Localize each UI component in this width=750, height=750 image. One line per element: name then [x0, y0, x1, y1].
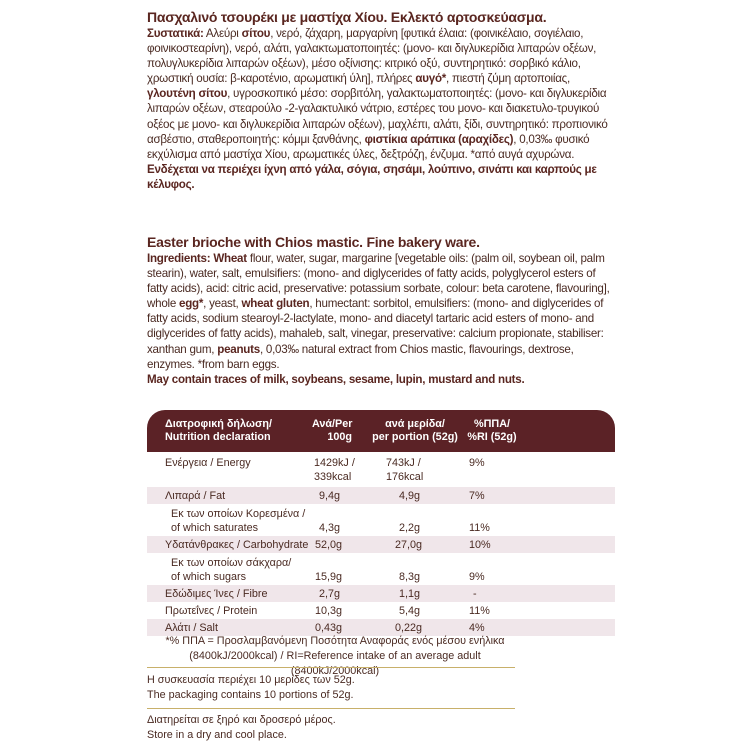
row-ri: 10% — [469, 539, 491, 551]
greek-ingredients-label: Συστατικά: — [147, 27, 204, 40]
header-portion-en: per portion (52g) — [372, 431, 458, 443]
greek-ingredients-text: , 0,03‰ φυσικό εκχύλισμα από μαστίχα Χίου, αρωματικές ύλες, δεξτρόζη, ένζυμα. *από αυγά αχυρώνα. — [147, 132, 590, 161]
divider-1 — [147, 667, 515, 668]
row-label-en: of which saturates — [171, 522, 259, 534]
portions-info — [147, 673, 607, 703]
greek-allergen-gluten: γλουτένη σίτου — [147, 87, 228, 101]
nutrition-header-ri — [467, 418, 517, 444]
nutrition-row-protein — [147, 602, 615, 619]
english-allergen-gluten: wheat gluten — [241, 297, 310, 311]
row-portion: 743kJ / — [386, 457, 421, 469]
nutrition-row-carbohydrate — [147, 536, 615, 553]
row-label: Λιπαρά / Fat — [165, 490, 226, 502]
nutrition-header — [147, 410, 615, 452]
row-portion: 5,4g — [399, 605, 421, 617]
row-ri: 11% — [469, 605, 490, 617]
greek-title: Πασχαλινό τσουρέκι με μαστίχα Χίου. Εκλεκτό αρτοσκεύασμα. — [147, 9, 547, 25]
nutrition-body — [147, 452, 615, 636]
row-ri: 7% — [469, 490, 485, 502]
storage-el: Διατηρείται σε ξηρό και δροσερό μέρος. — [147, 714, 336, 726]
row-ri: 4% — [469, 622, 485, 634]
english-allergen-warning: May contain traces of milk, soybeans, sesame, lupin, mustard and nuts. — [147, 372, 525, 386]
nutrition-table — [147, 410, 615, 636]
english-ingredients-text: , humectant: sorbitol, emulsifiers: (mono- and diglycerides of fatty acids, sodium stearoyl-2-lactylate, mono- and diacetyl tartaric acid esters of mono- and diglycerides of fatty acids), mahaleb, salt, vinegar, preservative: calcium propionate, stabiliser: xanthan gum, — [147, 297, 604, 356]
header-ri-en: %RI (52g) — [467, 431, 517, 443]
row-portion-kcal: 176kcal — [386, 471, 424, 483]
storage-en: Store in a dry and cool place. — [147, 729, 287, 741]
row-label: Υδατάνθρακες / Carbohydrate — [165, 539, 309, 551]
english-section — [147, 233, 615, 387]
greek-ingredients-text: , πιεστή ζύμη αρτοποιίας, — [446, 72, 570, 86]
storage-info — [147, 713, 607, 743]
header-per100-el: Ανά/Per — [312, 418, 353, 430]
footnote-line-1: *% ΠΠΑ = Προσλαμβανόμενη Ποσότητα Αναφοράς ενός μέσου ενήλικα — [165, 635, 505, 647]
nutrition-row-saturates — [147, 504, 615, 536]
header-ri-el: %ΠΠΑ/ — [474, 418, 510, 430]
english-ingredients-label: Ingredients: — [147, 252, 211, 265]
row-per100: 0,43g — [315, 622, 343, 634]
english-allergen-peanuts: peanuts — [217, 342, 260, 356]
english-allergen-egg: egg* — [179, 297, 204, 311]
nutrition-row-sugars — [147, 553, 615, 585]
nutrition-row-fibre — [147, 585, 615, 602]
row-label: Εδώδιμες Ίνες / Fibre — [165, 588, 268, 600]
row-ri: 11% — [469, 522, 490, 534]
nutrition-row-fat — [147, 487, 615, 504]
row-ri: 9% — [469, 457, 485, 469]
row-portion: 4,9g — [399, 490, 421, 502]
english-ingredients-text: flour, water, sugar, margarine [vegetable oils: (palm oil, soybean oil, palm stearin), water, salt, emulsifiers: (mono- and diglycerides of fatty acids, polyglycerol esters of fatty acids), acid: citric acid, preservative: potassium sorbate, colour: beta carotene, flavouring], whole — [147, 252, 610, 311]
row-portion: 0,22g — [395, 622, 423, 634]
greek-ingredients-text: , υγροσκοπικό μέσο: σορβιτόλη, γαλακτωματοποιητές: (μονο- και διγλυκερίδια λιπαρών οξέων, στεαρούλο -2-γαλακτυλικό νάτριο, εστέρες του μονο- και διακετυλο-τρυγικού οξέος με μονο- και διγλυκερίδια λιπαρών οξέων), μαχλέπι, αλάτι, ξίδι, συντηρητικό: προπιονικό ασβέστιο, σταθεροποιητής: κόμμι ξανθάνης, — [147, 87, 608, 146]
greek-ingredients-text: , νερό, ζάχαρη, μαργαρίνη [φυτικά έλαια: (φοινικέλαιο, σογιέλαιο, φοινικοστεαρίνη), νερό, αλάτι, γαλακτωματοποιητές: (μονο- και διγλυκερίδια λιπαρών οξέων, πολυγλυκερίδια λιπαρών οξέων), μέσο οξίνισης: κιτρικό οξύ, συντηρητικό: σορβικό κάλιο, χρωστική ουσία: β-καροτένιο, αρωματική ύλη], πλήρες — [147, 27, 597, 86]
row-per100: 2,7g — [319, 588, 341, 600]
header-label-el: Διατροφική δήλωση/ — [165, 418, 272, 430]
english-allergen-wheat: Wheat — [210, 252, 247, 265]
greek-ingredients-text: Αλεύρι — [203, 27, 242, 40]
row-ri: 9% — [469, 571, 485, 583]
english-ingredients-text: , 0,03‰ natural extract from Chios mastic, flavourings, dextrose, enzymes. *from barn eggs. — [147, 342, 574, 371]
english-title: Easter brioche with Chios mastic. Fine bakery ware. — [147, 234, 480, 250]
greek-section — [147, 8, 615, 192]
row-per100: 15,9g — [315, 571, 343, 583]
row-per100: 1429kJ / — [314, 457, 355, 469]
row-label: Αλάτι / Salt — [165, 622, 218, 634]
row-label: Πρωτεΐνες / Protein — [165, 605, 258, 617]
greek-allergen-wheat: σίτου — [241, 27, 271, 40]
row-label-en: of which sugars — [171, 571, 247, 583]
row-ri: - — [473, 588, 477, 600]
greek-allergen-warning: Ενδέχεται να περιέχει ίχνη από γάλα, σόγια, σησάμι, λούπινο, σινάπι και καρπούς με κέλυφος. — [147, 162, 597, 191]
row-label: Ενέργεια / Energy — [165, 457, 251, 469]
row-portion: 8,3g — [399, 571, 421, 583]
english-ingredients-text: , yeast, — [203, 297, 242, 311]
footnote-line-2: (8400kJ/2000kcal) / RI=Reference intake of an average adult (8400kJ/2000kcal) — [189, 650, 481, 677]
row-per100: 10,3g — [315, 605, 343, 617]
row-per100: 4,3g — [319, 522, 341, 534]
row-per100: 52,0g — [315, 539, 343, 551]
row-portion: 27,0g — [395, 539, 423, 551]
divider-2 — [147, 708, 515, 709]
row-portion: 2,2g — [399, 522, 421, 534]
portions-el: Η συσκευασία περιέχει 10 μερίδες των 52g. — [147, 674, 355, 686]
nutrition-header-per100 — [312, 418, 352, 444]
row-label: Εκ των οποίων σάκχαρα/ — [171, 557, 292, 569]
row-per100: 9,4g — [319, 490, 341, 502]
portions-en: The packaging contains 10 portions of 52g. — [147, 689, 354, 701]
greek-ingredients — [147, 26, 615, 162]
header-portion-el: ανά μερίδα/ — [385, 418, 445, 430]
row-label: Εκ των οποίων Κορεσμένα / — [171, 508, 306, 520]
header-label-en: Nutrition declaration — [165, 431, 271, 443]
greek-allergen-egg: αυγό* — [415, 72, 447, 86]
greek-allergen-peanuts: φιστίκια αράπικα (αραχίδες) — [364, 132, 514, 146]
nutrition-header-label — [165, 418, 272, 444]
row-per100-kcal: 339kcal — [314, 471, 352, 483]
nutrition-row-energy — [147, 452, 615, 487]
row-portion: 1,1g — [399, 588, 421, 600]
header-per100-en: 100g — [327, 431, 352, 443]
nutrition-header-portion — [365, 418, 465, 444]
english-ingredients — [147, 251, 615, 372]
